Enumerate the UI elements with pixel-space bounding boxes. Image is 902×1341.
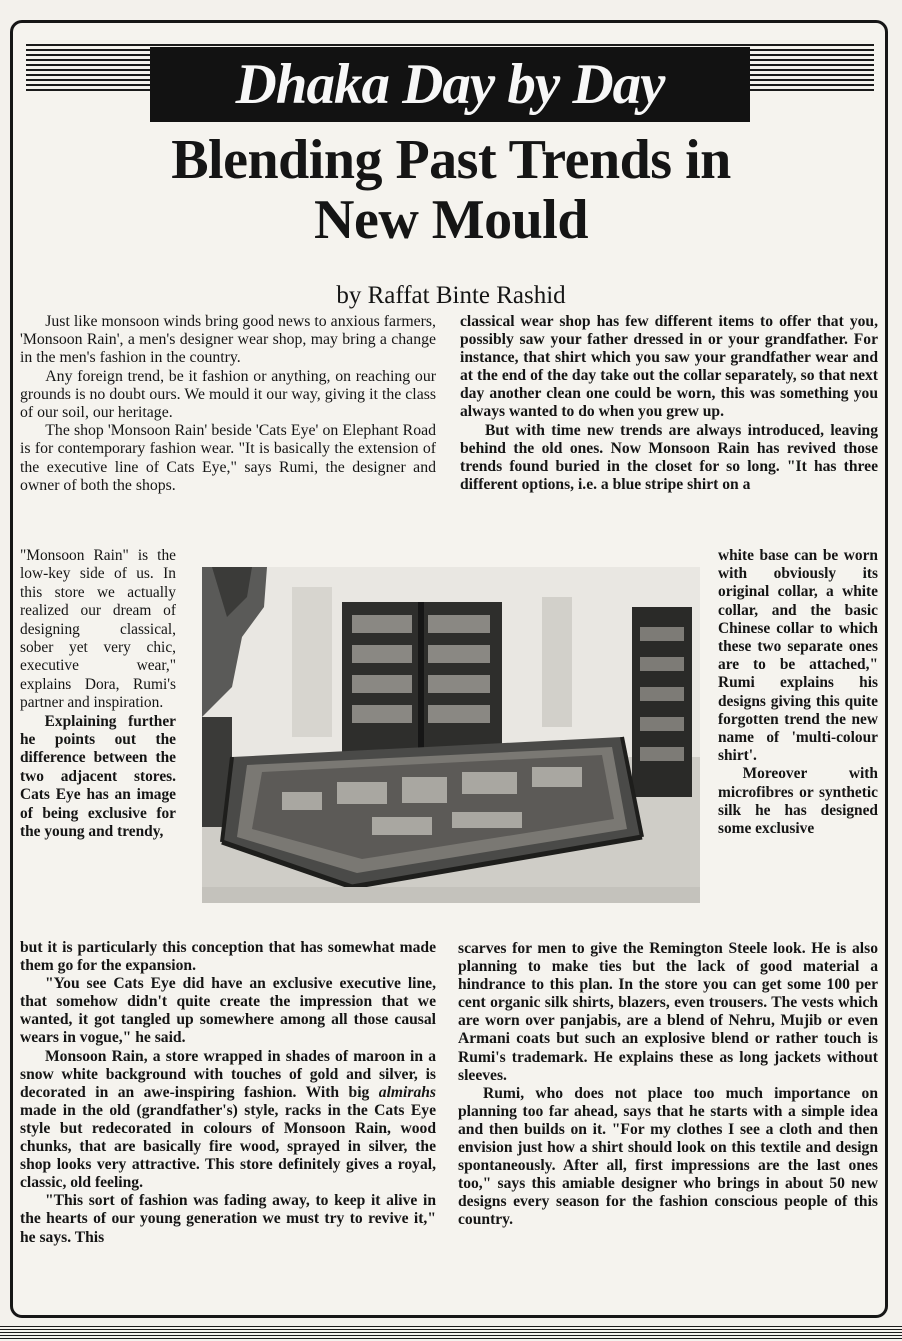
- headline-line-2: New Mould: [314, 189, 588, 251]
- paragraph: Explaining further he points out the difference between the two adjacent stores. Cats Eye has an image of being exclusive for the young and trendy,: [20, 712, 176, 841]
- paragraph: "You see Cats Eye did have an exclusive executive line, that somehow didn't quite create the impression that we wanted, it got tangled up somewhere among all those causal wears in vogue," he said.: [20, 975, 436, 1047]
- section-title: Dhaka Day by Day: [235, 53, 665, 116]
- paragraph: Any foreign trend, be it fashion or anything, on reaching our grounds is no doubt ours. We mould it our way, giving it the class of our soil, our heritage.: [20, 367, 436, 422]
- headline-line-1: Blending Past Trends in: [171, 129, 731, 191]
- column-2-narrow: [718, 547, 878, 838]
- paragraph: Moreover with microfibres or synthetic silk he has designed some exclusive: [718, 765, 878, 838]
- text-run: made in the old (grandfather's) style, racks in the Cats Eye style but redecorated in colours of Monsoon Rain, wood chunks, that are basically fire wood, sprayed in silver, the shop looks very attractive. This store definitely gives a royal, classic, old feeling.: [20, 1101, 436, 1192]
- paragraph: Rumi, who does not place too much importance on planning too far ahead, says that he starts with a simple idea and then builds on it. "For my clothes I see a cloth and then envision just how a shirt should look on this textile and design spontaneously. After all, first impressions are the last ones too," says this amiable designer who brings in about 50 new designs every season for the fashion conscious people of this country.: [458, 1084, 878, 1229]
- text-run: Monsoon Rain, a store wrapped in shades of maroon in a snow white background with touches of gold and silver, is decorated in an awe-inspiring fashion. With big: [20, 1047, 436, 1101]
- paragraph: "This sort of fashion was fading away, to keep it alive in the hearts of our young generation we must try to revive it," he says. This: [20, 1192, 436, 1246]
- column-1-top: [20, 313, 436, 495]
- paragraph: scarves for men to give the Remington Steele look. He is also planning to make ties but the lack of good material a hindrance to this plan. In the store you can get some 100 per cent organic silk shirts, blazers, even trousers. The vests which are worn over panjabis, are a blend of Nehru, Mujib or even Armani coats but such an explosive blend or rather touch is Rumi's trademark. He explains these as long jackets without sleeves.: [458, 940, 878, 1084]
- shop-photo-drawing: [202, 567, 700, 903]
- column-2-bottom: [458, 940, 878, 1230]
- bottom-rule: [0, 1326, 902, 1341]
- column-2-top: [460, 313, 878, 494]
- section-banner: [150, 47, 750, 122]
- column-1-bottom: [20, 939, 436, 1247]
- paragraph: but it is particularly this conception that has somewhat made them go for the expansion.: [20, 939, 436, 975]
- column-1-narrow: [20, 547, 176, 842]
- paragraph: "Monsoon Rain" is the low-key side of us. In this store we actually realized our dream of designing classical, sober yet very chic, executive wear," explains Dora, Rumi's partner and inspiration.: [20, 547, 176, 712]
- byline: by Raffat Binte Rashid: [336, 282, 566, 309]
- italic-term: almirahs: [378, 1083, 436, 1101]
- paragraph: Just like monsoon winds bring good news to anxious farmers, 'Monsoon Rain', a men's designer wear shop, may bring a change in the men's fashion in the country.: [20, 313, 436, 367]
- paragraph: But with time new trends are always introduced, leaving behind the old ones. Now Monsoon Rain has revived those trends found buried in the closet for so long. "It has three different options, i.e. a blue stripe shirt on a: [460, 421, 878, 493]
- paragraph: classical wear shop has few different items to offer that you, possibly saw your father dressed in or your grandfather. For instance, that shirt which you saw your grandfather wear and at the end of the day take out the collar separately, so that next day another clean one could be worn, this was something you always wanted to do when you grew up.: [460, 313, 878, 421]
- paragraph: [20, 1048, 436, 1193]
- paragraph: white base can be worn with obviously its original collar, a white collar, and the basic Chinese collar to which these two separate ones are to be attached," Rumi explains his designs giving this quite forgotten trend the new name of 'multi-colour shirt'.: [718, 547, 878, 765]
- shop-interior-photo: [202, 567, 700, 903]
- headline: [20, 130, 882, 250]
- paragraph: The shop 'Monsoon Rain' beside 'Cats Eye' on Elephant Road is for contemporary fashion wear. "It is basically the extension of the executive line of Cats Eye," says Rumi, the designer and owner of both the shops.: [20, 422, 436, 494]
